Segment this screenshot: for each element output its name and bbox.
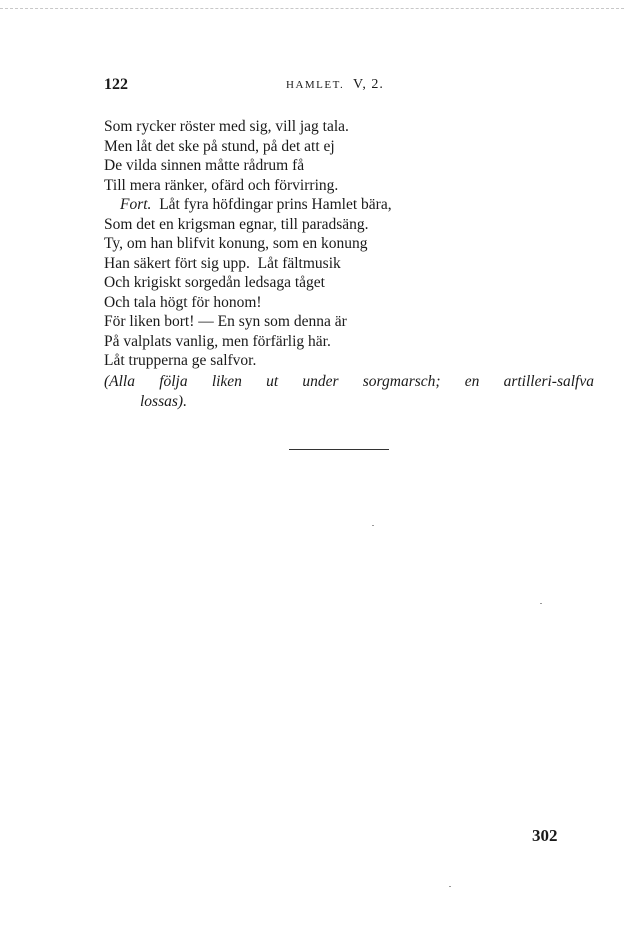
verse-line: Men låt det ske på stund, på det att ej [104,137,335,155]
signature-number: 302 [532,826,558,845]
paper-speck [372,525,374,526]
running-title-play: HAMLET. [286,79,345,91]
verse-line: För liken bort! — En syn som denna är [104,313,347,330]
top-edge-rule [0,8,624,9]
verse-block [104,117,524,371]
stage-direction-line-2: lossas). [140,392,187,410]
page-header [104,76,434,98]
verse-line: På valplats vanlig, men förfärlig här. [104,332,331,350]
verse-line-speaker: Fort. Låt fyra höfdingar prins Hamlet bära, [120,196,392,213]
verse-line: Och tala högt för honom! [104,293,262,311]
speaker-name: Fort. [120,196,152,213]
verse-line: Han säkert fört sig upp. Låt fältmusik [104,254,341,272]
stage-direction-line-1: (Alla följa liken ut under sorgmarsch; en artilleri-salfva [104,373,594,390]
verse-line: De vilda sinnen måtte rådrum få [104,157,305,174]
stage-direction [104,372,594,411]
paper-speck [540,603,542,604]
scene-end-rule [289,449,389,450]
verse-line: Låt trupperna ge salfvor. [104,352,257,369]
verse-line: Till mera ränker, ofärd och förvirring. [104,176,339,194]
running-title [286,77,384,93]
page-number: 122 [104,76,128,93]
verse-line: Ty, om han blifvit konung, som en konung [104,235,368,252]
running-title-act-scene: V, 2. [353,77,384,92]
verse-line: Som det en krigsman egnar, till paradsäng. [104,215,369,233]
verse-line: Som rycker röster med sig, vill jag tala. [104,118,349,135]
verse-line: Och krigiskt sorgedån ledsaga tåget [104,274,325,291]
paper-speck [449,886,451,887]
